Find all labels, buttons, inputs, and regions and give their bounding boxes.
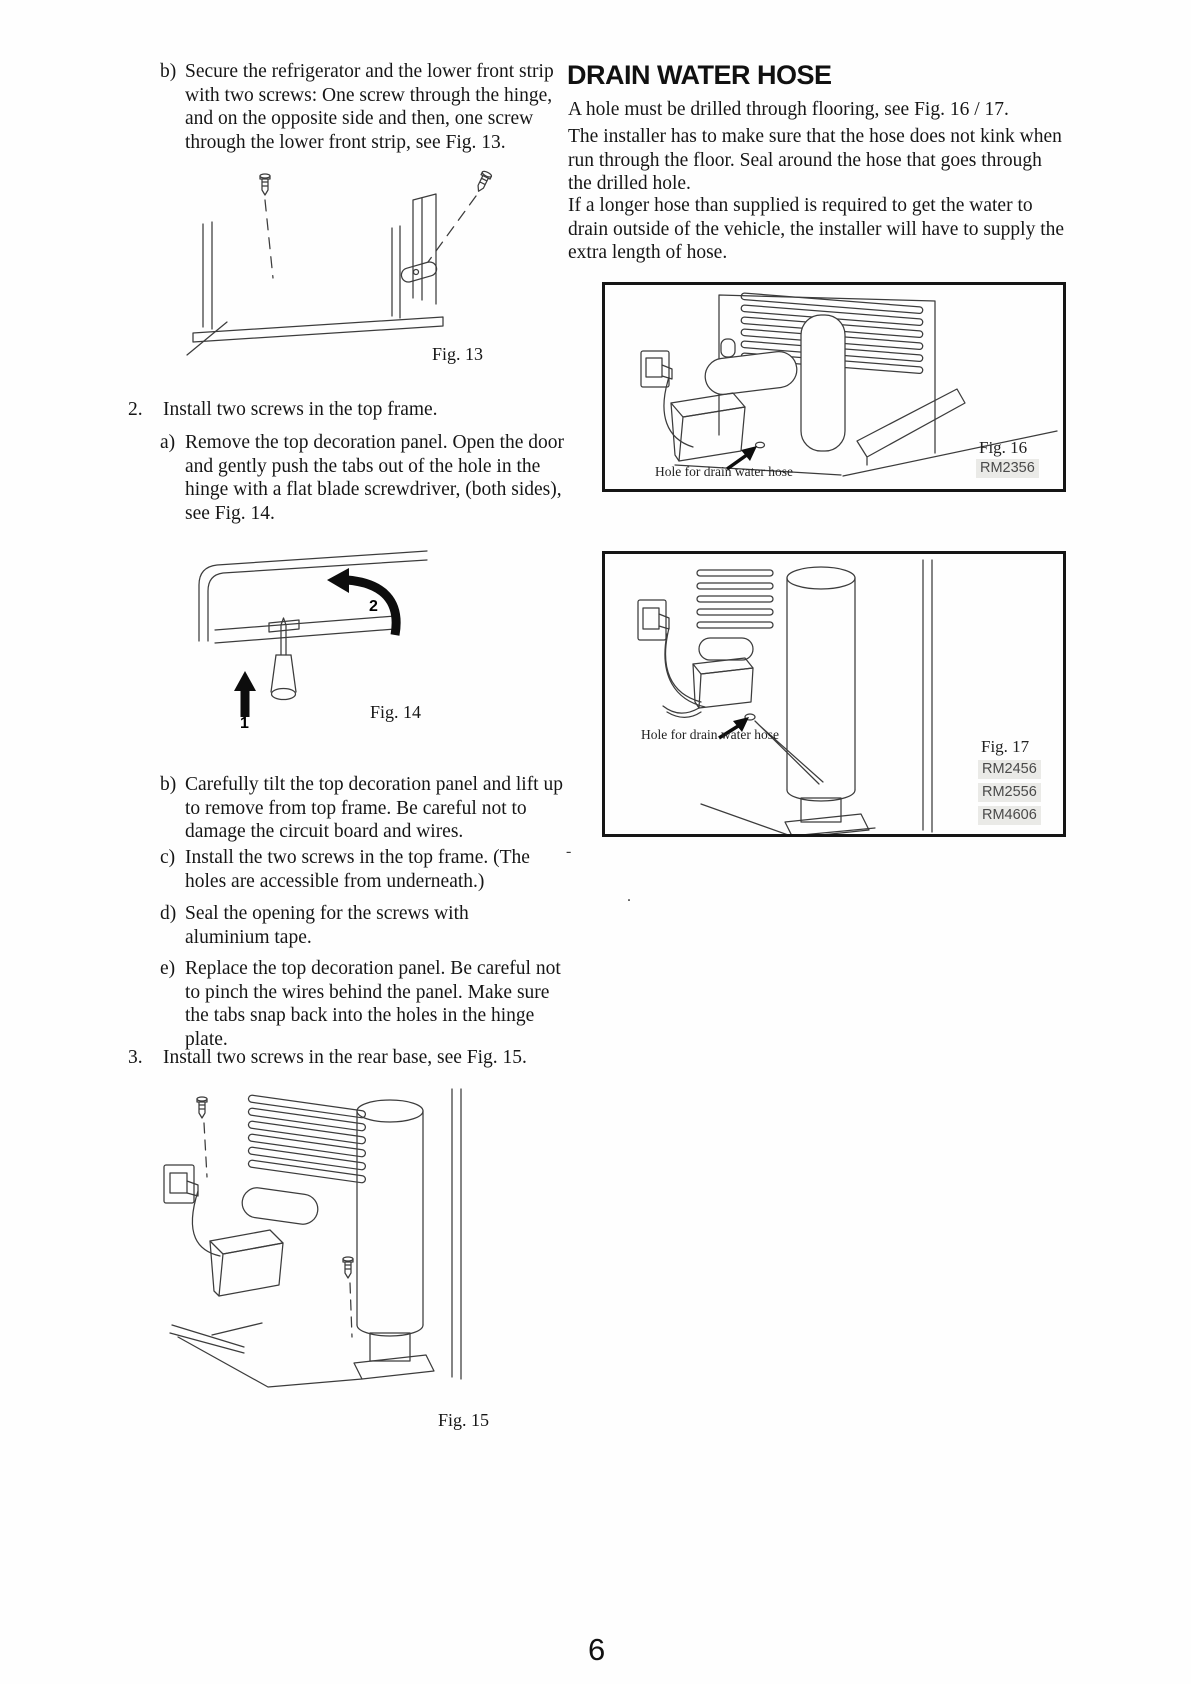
list-marker: a)	[160, 432, 176, 453]
list-text: Install the two screws in the top frame. (The holes are accessible from underneath.)	[185, 847, 530, 892]
list-marker: b)	[160, 774, 177, 795]
screw-icon	[343, 1257, 353, 1278]
screw-icon	[474, 170, 492, 193]
step-b-lower-front-strip	[160, 60, 597, 154]
fig14-step1-label: 1	[240, 715, 249, 732]
fig17-model-rm2456: RM2456	[978, 760, 1041, 779]
list-text: Install two screws in the top frame.	[163, 399, 438, 420]
drain-hole	[756, 442, 765, 448]
frame-rails	[923, 560, 932, 832]
lower-front-strip	[193, 317, 443, 342]
fig17-model-rm4606: RM4606	[978, 806, 1041, 825]
step-2b	[160, 773, 603, 844]
fig14-step2-label: 2	[369, 598, 378, 615]
list-text: Seal the opening for the screws with aluminium tape.	[185, 903, 469, 948]
accumulator-cylinder	[699, 638, 753, 660]
dashed-leader	[350, 1283, 352, 1337]
dashed-leader	[428, 196, 476, 262]
list-text: Install two screws in the rear base, see Fig. 15.	[163, 1047, 527, 1068]
fig17-model-rm2556: RM2556	[978, 783, 1041, 802]
list-text: Secure the refrigerator and the lower front strip with two screws: One screw through the hinge, and on the opposite side and then, one screw through the lower front strip, see Fig. 13.	[185, 61, 554, 153]
fig17-caption: Fig. 17	[981, 737, 1030, 756]
fig15-caption: Fig. 15	[438, 1410, 490, 1430]
list-marker: e)	[160, 958, 176, 979]
list-marker: c)	[160, 847, 176, 868]
dashed-leader	[265, 200, 273, 278]
screw-icon	[197, 1097, 207, 1118]
floor-line	[178, 1337, 362, 1387]
fig16-caption: Fig. 16	[979, 438, 1028, 457]
cabinet-side-wall	[392, 194, 436, 318]
lift-arrow-head	[234, 671, 256, 691]
rotate-arrow-head	[327, 568, 349, 593]
fig13-drawing	[185, 166, 515, 358]
list-text: Remove the top decoration panel. Open the door and gently push the tabs out of the hole in the hinge with a flat blade screwdriver, (both sides), see Fig. 14.	[185, 432, 565, 524]
paragraph-drill-hole: A hole must be drilled through flooring, see Fig. 16 / 17.	[568, 99, 1009, 120]
fig17-frame	[602, 551, 1066, 837]
page-number: 6	[588, 1632, 606, 1667]
power-outlet	[641, 351, 693, 447]
hinge-plate	[400, 260, 438, 283]
door-edge	[203, 222, 212, 329]
dashed-leader	[204, 1123, 207, 1177]
burner-box	[671, 393, 745, 461]
floor-line	[701, 804, 875, 834]
frame-rails	[452, 1089, 461, 1379]
step-2	[128, 398, 593, 422]
cooling-fins	[697, 570, 773, 628]
step-3	[128, 1046, 593, 1070]
accumulator-cylinder	[240, 1186, 319, 1226]
list-text: Replace the top decoration panel. Be careful not to pinch the wires behind the panel. Make sure the tabs snap back into the holes in the hinge plate.	[185, 958, 561, 1050]
fig16-frame	[602, 282, 1066, 492]
boiler-cylinder	[703, 350, 799, 397]
scan-artifact-dot: .	[627, 888, 631, 905]
boiler-stub	[721, 339, 735, 357]
flue-duct	[801, 315, 845, 451]
burner-box	[210, 1230, 283, 1296]
flue-cylinder	[354, 1100, 434, 1379]
list-marker: b)	[160, 61, 177, 82]
list-marker: 2.	[128, 399, 143, 420]
burner-box	[693, 658, 753, 708]
fig15-drawing	[150, 1085, 482, 1407]
step-2a	[160, 431, 603, 525]
wires	[663, 706, 701, 717]
fig16-annotation: Hole for drain water hose	[655, 464, 793, 479]
fig16-model-rm2356: RM2356	[976, 459, 1039, 478]
list-marker: 3.	[128, 1047, 143, 1068]
fig17-annotation: Hole for drain water hose	[641, 727, 779, 742]
list-text: Carefully tilt the top decoration panel and lift up to remove from top frame. Be careful not to damage the circuit board and wires.	[185, 774, 563, 842]
scan-artifact-dash: -	[566, 843, 572, 860]
step-2d	[160, 902, 603, 949]
paragraph-no-kink: The installer has to make sure that the hose does not kink when run through the floor. Seal around the hose that goes through the drilled hole.	[568, 126, 1062, 194]
fig14-caption: Fig. 14	[370, 702, 422, 722]
paragraph-longer-hose: If a longer hose than supplied is required to get the water to drain outside of the vehicle, the installer will have to supply the extra length of hose.	[568, 195, 1065, 263]
list-marker: d)	[160, 903, 177, 924]
screw-icon	[260, 174, 270, 195]
flue-cylinder	[785, 567, 869, 834]
step-2e	[160, 957, 603, 1051]
step-2c	[160, 846, 603, 893]
fig13-caption: Fig. 13	[432, 344, 484, 364]
wires	[170, 1323, 262, 1353]
section-heading: DRAIN WATER HOSE	[567, 60, 832, 90]
cooling-fins	[248, 1095, 366, 1183]
